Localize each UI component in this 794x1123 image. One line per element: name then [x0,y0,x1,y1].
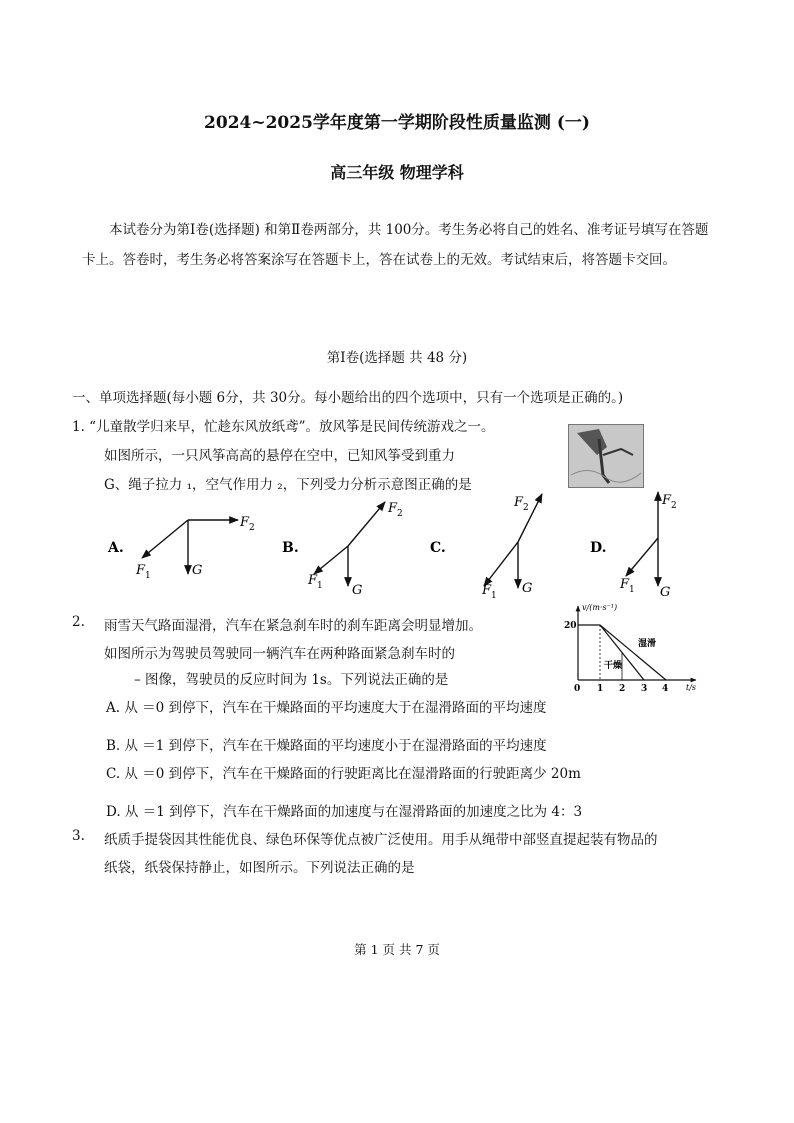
option-d-diagram[interactable] [590,492,677,600]
option-d-g: G [660,585,671,600]
page-footer: 第 1 页 共 7 页 [354,942,440,957]
q1-stem-line3: G、绳子拉力 ₁，空气作用力 ₂，下列受力分析示意图正确的是 [104,477,472,493]
svg-text:1: 1 [629,585,635,595]
graph-dry-label: 干燥 [604,661,623,671]
option-b-g: G [352,583,363,598]
graph-x-tick-4: 4 [662,684,669,694]
option-d-label: D. [590,540,607,556]
option-b-f1: F [308,573,318,588]
q3-number: 3. [72,828,85,844]
graph-xlabel: t/s [686,683,697,692]
option-b-f2: F [388,501,398,516]
q2-option-a[interactable]: A. 从 ＝0 到停下，汽车在干燥路面的平均速度大于在湿滑路面的平均速度 [106,700,547,716]
q2-stem-line2: 如图所示为驾驶员驾驶同一辆汽车在两种路面紧急刹车时的 [104,646,455,662]
option-b-label: B. [282,540,299,556]
q1-force-diagrams [100,490,700,605]
graph-ylabel: v/(m·s⁻¹) [582,603,618,612]
graph-x-tick-1: 1 [597,684,604,694]
svg-text:2: 2 [671,501,677,511]
exam-subtitle: 高三年级 物理学科 [330,163,464,182]
option-a-f2: F [240,515,250,530]
q2-option-c[interactable]: C. 从 ＝0 到停下，汽车在干燥路面的行驶距离比在湿滑路面的行驶距离少 20m [106,766,581,782]
option-c-f1: F [482,583,492,598]
q2-stem-line1: 雨雪天气路面湿滑，汽车在紧急刹车时的刹车距离会明显增加。 [104,618,482,634]
option-a-g: G [192,563,203,578]
q1-stem-line2: 如图所示，一只风筝高高的悬停在空中，已知风筝受到重力 [104,448,455,464]
q2-option-d[interactable]: D. 从 ＝1 到停下，汽车在干燥路面的加速度与在湿滑路面的加速度之比为 4：3 [106,804,583,820]
option-c-g: G [522,581,533,596]
option-c-f2: F [514,495,524,510]
q2-number: 2. [72,614,85,630]
svg-text:1: 1 [145,571,151,581]
svg-text:2: 2 [249,523,255,533]
q1-stem-line1: 1. “儿童散学归来早，忙趁东风放纸鸢”。放风筝是民间传统游戏之一。 [72,419,495,435]
intro-paragraph: 本试卷分为第Ⅰ卷(选择题) 和第Ⅱ卷两部分，共 100分。考生务必将自己的姓名、准考证号填写在答题卡上。答卷时，考生务必将答案涂写在答题卡上，答在试卷上的无效。考试结束后，将答题卡交回。 [82,222,709,268]
q2-option-b[interactable]: B. 从 ＝1 到停下，汽车在干燥路面的平均速度小于在湿滑路面的平均速度 [106,738,547,754]
graph-x-tick-2: 2 [619,684,626,694]
graph-x-tick-0: 0 [574,684,581,694]
option-c-label: C. [430,540,446,556]
option-a-f1: F [136,563,146,578]
svg-text:1: 1 [491,591,497,601]
graph-y-tick: 20 [564,621,577,631]
q3-stem-line2: 纸袋，纸袋保持静止，如图所示。下列说法正确的是 [104,860,415,876]
section-title: 第Ⅰ卷(选择题 共 48 分) [326,350,468,366]
option-d-f2: F [662,493,672,508]
svg-text:1: 1 [317,581,323,591]
option-a-diagram[interactable] [107,515,255,581]
svg-text:2: 2 [397,509,403,519]
part-heading: 一、单项选择题(每小题 6分，共 30分。每小题给出的四个选项中，只有一个选项是正确的。) [72,390,624,406]
option-b-diagram[interactable] [282,501,403,598]
graph-wet-label: 湿滑 [638,639,657,649]
q2-vt-graph [558,600,708,696]
option-c-diagram[interactable] [430,494,542,601]
graph-x-tick-3: 3 [641,684,648,694]
kite-photo [568,424,644,488]
option-d-f1: F [620,577,630,592]
q2-stem-line3: – 图像，驾驶员的反应时间为 1s。下列说法正确的是 [134,672,449,688]
svg-text:2: 2 [523,503,529,513]
option-a-label: A. [108,540,124,556]
exam-title: 2024~2025学年度第一学期阶段性质量监测 (一) [204,113,590,133]
q3-stem-line1: 纸质手提袋因其性能优良、绿色环保等优点被广泛使用。用手从绳带中部竖直提起装有物品的 [104,832,658,848]
